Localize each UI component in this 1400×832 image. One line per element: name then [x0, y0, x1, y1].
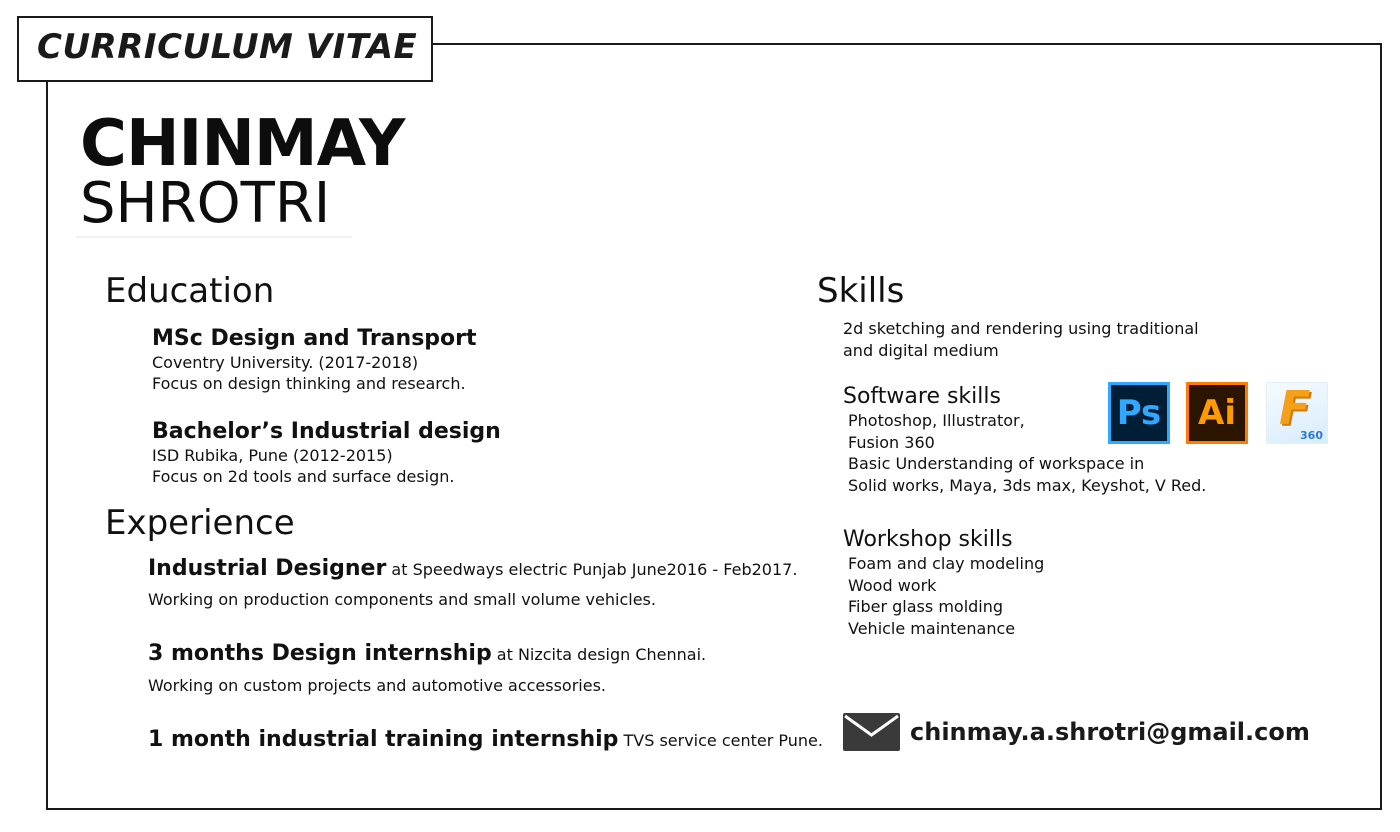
experience-entry: [148, 727, 823, 752]
job-location: at Speedways electric Punjab June2016 - Feb2017.: [391, 560, 798, 579]
workshop-skill-line: Fiber glass molding: [848, 597, 1004, 616]
software-skill-line: Basic Understanding of workspace in: [848, 454, 1145, 473]
name-divider: [76, 236, 352, 238]
illustrator-icon: Ai: [1186, 382, 1248, 444]
skills-summary-line: and digital medium: [843, 340, 999, 360]
education-entry: [152, 326, 477, 394]
degree-title: Bachelor’s Industrial design: [152, 419, 501, 444]
job-description: Working on production components and small volume vehicles.: [148, 590, 656, 609]
first-name: CHINMAY: [80, 107, 405, 181]
degree-title: MSc Design and Transport: [152, 326, 477, 351]
workshop-skills-list: [848, 553, 1044, 639]
software-skill-line: Photoshop, Illustrator,: [848, 411, 1025, 430]
job-role: 3 months Design internship: [148, 641, 492, 666]
experience-entry: [148, 641, 706, 666]
job-description: Working on custom projects and automotive accessories.: [148, 676, 606, 695]
fusion-letter: F: [1279, 381, 1311, 435]
workshop-skill-line: Wood work: [848, 575, 937, 595]
skills-summary-line: 2d sketching and rendering using traditional: [843, 319, 1199, 338]
job-location: at Nizcita design Chennai.: [496, 645, 707, 664]
job-location: TVS service center Pune.: [623, 731, 823, 750]
job-role: 1 month industrial training internship: [148, 727, 619, 752]
school-line: ISD Rubika, Pune (2012-2015): [152, 446, 393, 465]
skills-heading: Skills: [817, 271, 905, 311]
workshop-skill-line: Vehicle maintenance: [848, 618, 1016, 638]
focus-line: Focus on 2d tools and surface design.: [152, 467, 455, 486]
email-address[interactable]: chinmay.a.shrotri@gmail.com: [910, 718, 1310, 746]
focus-line: Focus on design thinking and research.: [152, 374, 466, 393]
fusion-360-icon: [1266, 382, 1328, 444]
software-skills-heading: Software skills: [843, 384, 1001, 409]
skills-summary: [843, 318, 1199, 361]
envelope-icon: [843, 713, 900, 751]
document-title: CURRICULUM VITAE: [37, 27, 418, 67]
workshop-skill-line: Foam and clay modeling: [848, 554, 1045, 573]
fusion-badge: 360: [1300, 429, 1323, 442]
title-box: [17, 16, 433, 82]
workshop-skills-heading: Workshop skills: [843, 527, 1013, 552]
school-line: Coventry University. (2017-2018): [152, 353, 419, 372]
experience-heading: Experience: [105, 503, 295, 543]
experience-entry: [148, 556, 797, 581]
software-skill-line: Solid works, Maya, 3ds max, Keyshot, V Red.: [848, 475, 1207, 495]
photoshop-icon: Ps: [1108, 382, 1170, 444]
last-name: SHROTRI: [80, 171, 331, 236]
job-role: Industrial Designer: [148, 556, 387, 581]
education-heading: Education: [105, 271, 275, 311]
education-entry: [152, 419, 501, 487]
software-skill-line: Fusion 360: [848, 432, 935, 452]
